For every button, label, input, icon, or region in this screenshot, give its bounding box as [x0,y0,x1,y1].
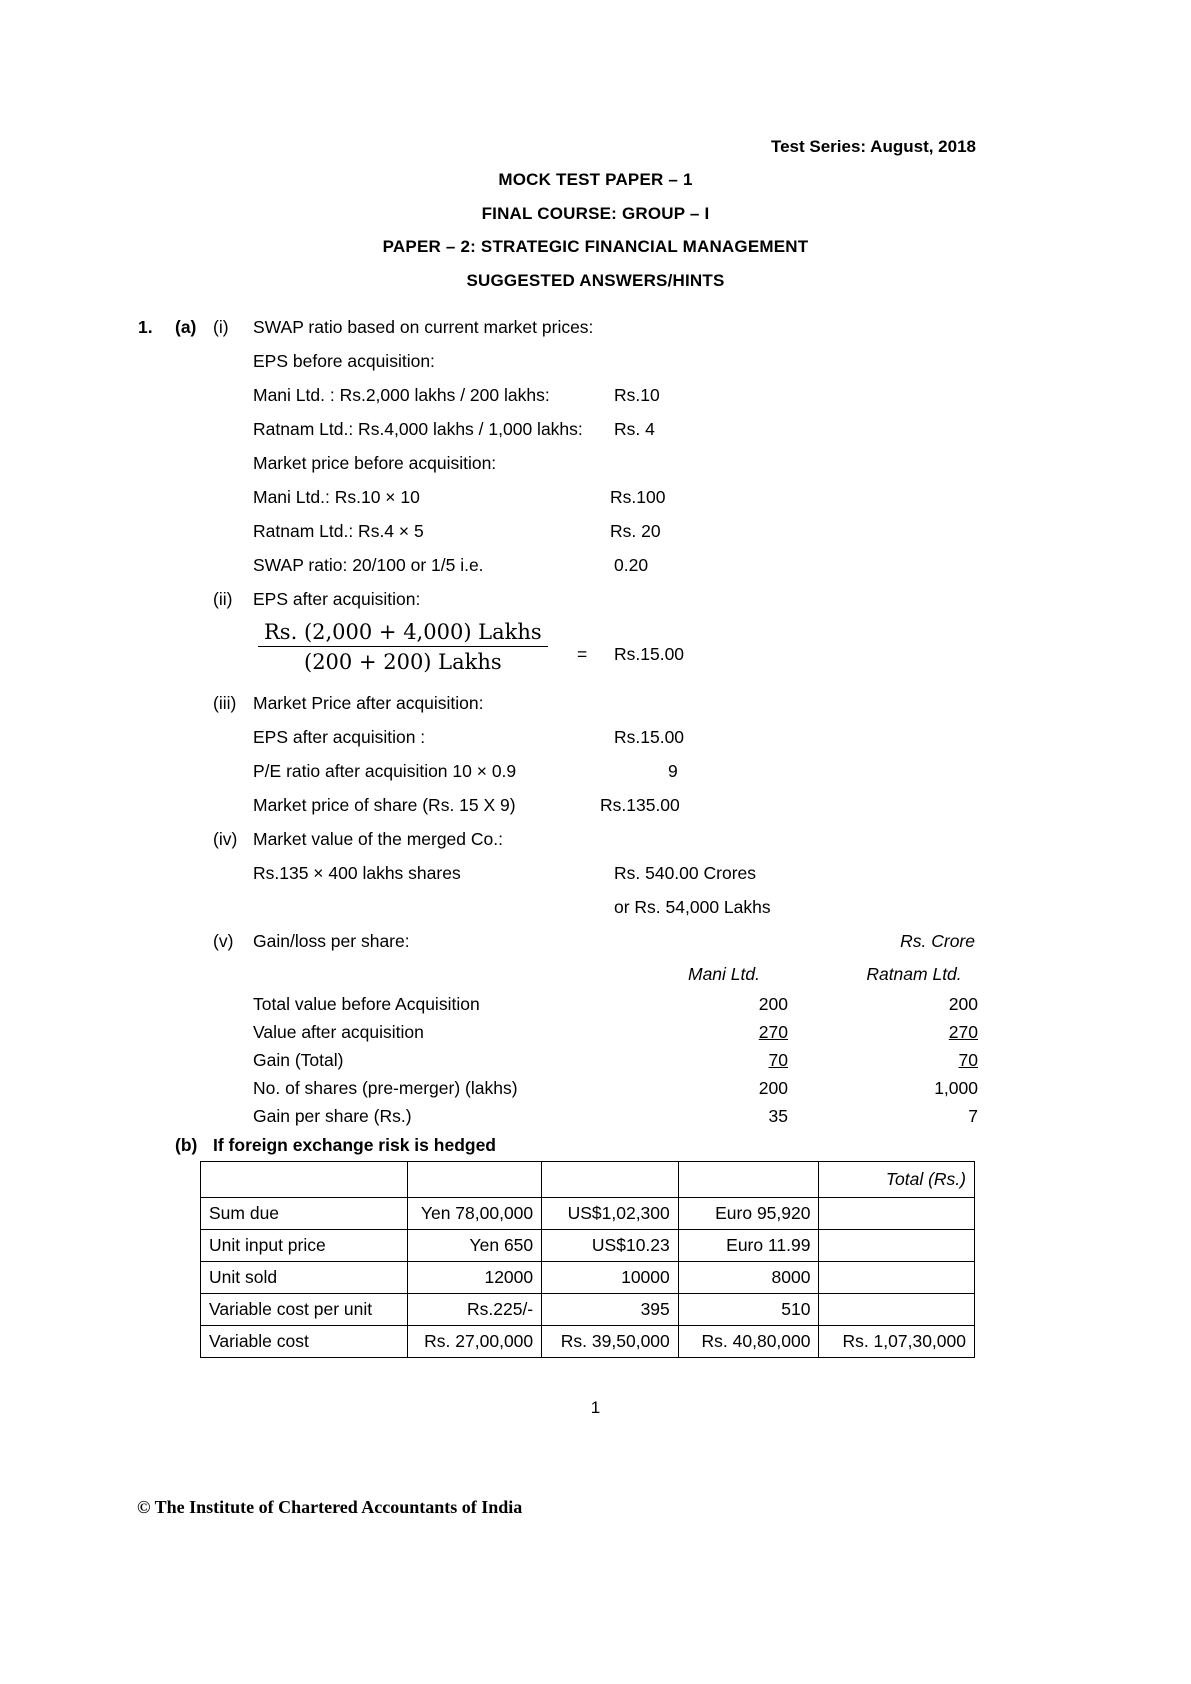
equals-sign: = [577,644,588,664]
line-item [0,480,1191,514]
unit-label: Rs. Crore [900,931,975,951]
header-cell-total: Total (Rs.) [819,1162,975,1198]
line-label: Ratnam Ltd.: Rs.4,000 lakhs / 1,000 lakhs: [253,419,583,439]
line-label: EPS before acquisition: [253,351,435,371]
answer-body [0,310,1191,1160]
line-label: Ratnam Ltd.: Rs.4 × 5 [253,521,424,541]
row-value-ratnam: 270 [948,1022,978,1042]
table-row [201,1326,975,1358]
mock-test-paper-title: MOCK TEST PAPER – 1 [498,170,693,189]
row-label: Total value before Acquisition [253,994,480,1014]
item-iii-title: Market Price after acquisition: [253,693,484,713]
part-a-label: (a) [175,317,197,337]
cell-usd: Rs. 39,50,000 [542,1326,679,1358]
line-value: Rs. 20 [610,521,661,541]
paper-title: PAPER – 2: STRATEGIC FINANCIAL MANAGEMENT [382,237,809,256]
cell-total [819,1294,975,1326]
cell-yen: Yen 78,00,000 [407,1198,541,1230]
cell-total: Rs. 1,07,30,000 [819,1326,975,1358]
line-item [0,890,1191,924]
row-value-ratnam: 70 [958,1050,978,1070]
test-series-label: Test Series: August, 2018 [770,137,976,156]
line-item [0,514,1191,548]
question-1-line [0,310,1191,344]
cell-yen: Rs. 27,00,000 [407,1326,541,1358]
line-item [0,754,1191,788]
cell-total [819,1262,975,1294]
row-label: Value after acquisition [253,1022,424,1042]
line-value: 0.20 [614,555,649,575]
part-b-line [0,1130,1191,1160]
cell-euro: Euro 11.99 [678,1230,819,1262]
item-v-line [0,924,1191,958]
line-item [0,344,1191,378]
item-iv-line [0,822,1191,856]
header-cell-blank-4 [678,1162,819,1198]
gainloss-row [0,1046,1191,1074]
line-label: Mani Ltd.: Rs.10 × 10 [253,487,420,507]
item-ii-title: EPS after acquisition: [253,589,421,609]
row-value-ratnam: 1,000 [934,1078,978,1098]
cell-usd: US$1,02,300 [542,1198,679,1230]
line-item [0,548,1191,582]
line-value: Rs.10 [614,385,660,405]
row-value-mani: 70 [768,1050,788,1070]
header-cell-blank-3 [542,1162,679,1198]
item-ii-line [0,582,1191,616]
item-i-marker: (i) [213,317,229,337]
hedge-table-wrapper [200,1161,975,1358]
cell-label: Variable cost per unit [201,1294,408,1326]
cell-euro: Euro 95,920 [678,1198,819,1230]
item-iii-marker: (iii) [213,693,237,713]
header-cell-blank-1 [201,1162,408,1198]
page-number: 1 [590,1398,601,1417]
cell-total [819,1198,975,1230]
table-row [201,1294,975,1326]
cell-usd: 395 [542,1294,679,1326]
fraction-numerator: Rs. (2,000 + 4,000) Lakhs [258,620,548,647]
item-v-title: Gain/loss per share: [253,931,410,951]
line-label: P/E ratio after acquisition 10 × 0.9 [253,761,517,781]
column-header-mani: Mani Ltd. [688,964,760,984]
cell-label: Sum due [201,1198,408,1230]
item-iii-line [0,686,1191,720]
line-label: Market price of share (Rs. 15 X 9) [253,795,516,815]
line-item [0,412,1191,446]
row-value-mani: 35 [768,1106,788,1126]
cell-usd: 10000 [542,1262,679,1294]
cell-euro: 8000 [678,1262,819,1294]
gainloss-row [0,1018,1191,1046]
cell-yen: 12000 [407,1262,541,1294]
line-value: Rs. 540.00 Crores [614,863,757,883]
column-header-ratnam: Ratnam Ltd. [866,964,962,984]
line-item [0,856,1191,890]
cell-label: Variable cost [201,1326,408,1358]
part-b-label: (b) [175,1135,198,1155]
line-value: Rs.15.00 [614,727,685,747]
item-iv-title: Market value of the merged Co.: [253,829,503,849]
line-label: Rs.135 × 400 lakhs shares [253,863,461,883]
footer-copyright: © The Institute of Chartered Accountants of India [137,1497,523,1517]
line-item [0,446,1191,480]
eps-fraction [258,620,548,674]
line-item [0,788,1191,822]
row-label: No. of shares (pre-merger) (lakhs) [253,1078,518,1098]
row-value-ratnam: 7 [968,1106,978,1126]
header-cell-blank-2 [407,1162,541,1198]
cell-yen: Yen 650 [407,1230,541,1262]
eps-fraction-block [0,616,1191,686]
cell-euro: 510 [678,1294,819,1326]
cell-label: Unit sold [201,1262,408,1294]
gainloss-header-row [0,958,1191,990]
table-row [201,1262,975,1294]
cell-usd: US$10.23 [542,1230,679,1262]
line-value: Rs. 4 [614,419,655,439]
item-i-title: SWAP ratio based on current market prices: [253,317,594,337]
gainloss-row [0,1102,1191,1130]
fraction-denominator: (200 + 200) Lakhs [304,650,502,674]
line-value: Rs.135.00 [600,795,680,815]
row-label: Gain (Total) [253,1050,344,1070]
item-v-marker: (v) [213,931,234,951]
part-b-title: If foreign exchange risk is hedged [213,1135,496,1155]
fraction-result: Rs.15.00 [614,644,685,664]
line-item [0,378,1191,412]
line-value: 9 [668,761,678,781]
question-number: 1. [138,317,153,337]
line-label: SWAP ratio: 20/100 or 1/5 i.e. [253,555,484,575]
suggested-answers-title: SUGGESTED ANSWERS/HINTS [466,271,725,290]
row-value-mani: 200 [758,1078,788,1098]
line-item [0,720,1191,754]
row-label: Gain per share (Rs.) [253,1106,412,1126]
line-label: Mani Ltd. : Rs.2,000 lakhs / 200 lakhs: [253,385,550,405]
row-value-mani: 200 [758,994,788,1014]
line-value: Rs.100 [610,487,666,507]
table-header-row [201,1162,975,1198]
row-value-mani: 270 [758,1022,788,1042]
table-row [201,1230,975,1262]
line-label: EPS after acquisition : [253,727,426,747]
gainloss-row [0,1074,1191,1102]
hedge-table [200,1161,975,1358]
table-row [201,1198,975,1230]
cell-total [819,1230,975,1262]
row-value-ratnam: 200 [948,994,978,1014]
line-label: Market price before acquisition: [253,453,497,473]
item-ii-marker: (ii) [213,589,233,609]
cell-euro: Rs. 40,80,000 [678,1326,819,1358]
item-iv-marker: (iv) [213,829,238,849]
gainloss-row [0,990,1191,1018]
line-value: or Rs. 54,000 Lakhs [614,897,771,917]
cell-yen: Rs.225/- [407,1294,541,1326]
cell-label: Unit input price [201,1230,408,1262]
final-course-title: FINAL COURSE: GROUP – I [481,204,710,223]
